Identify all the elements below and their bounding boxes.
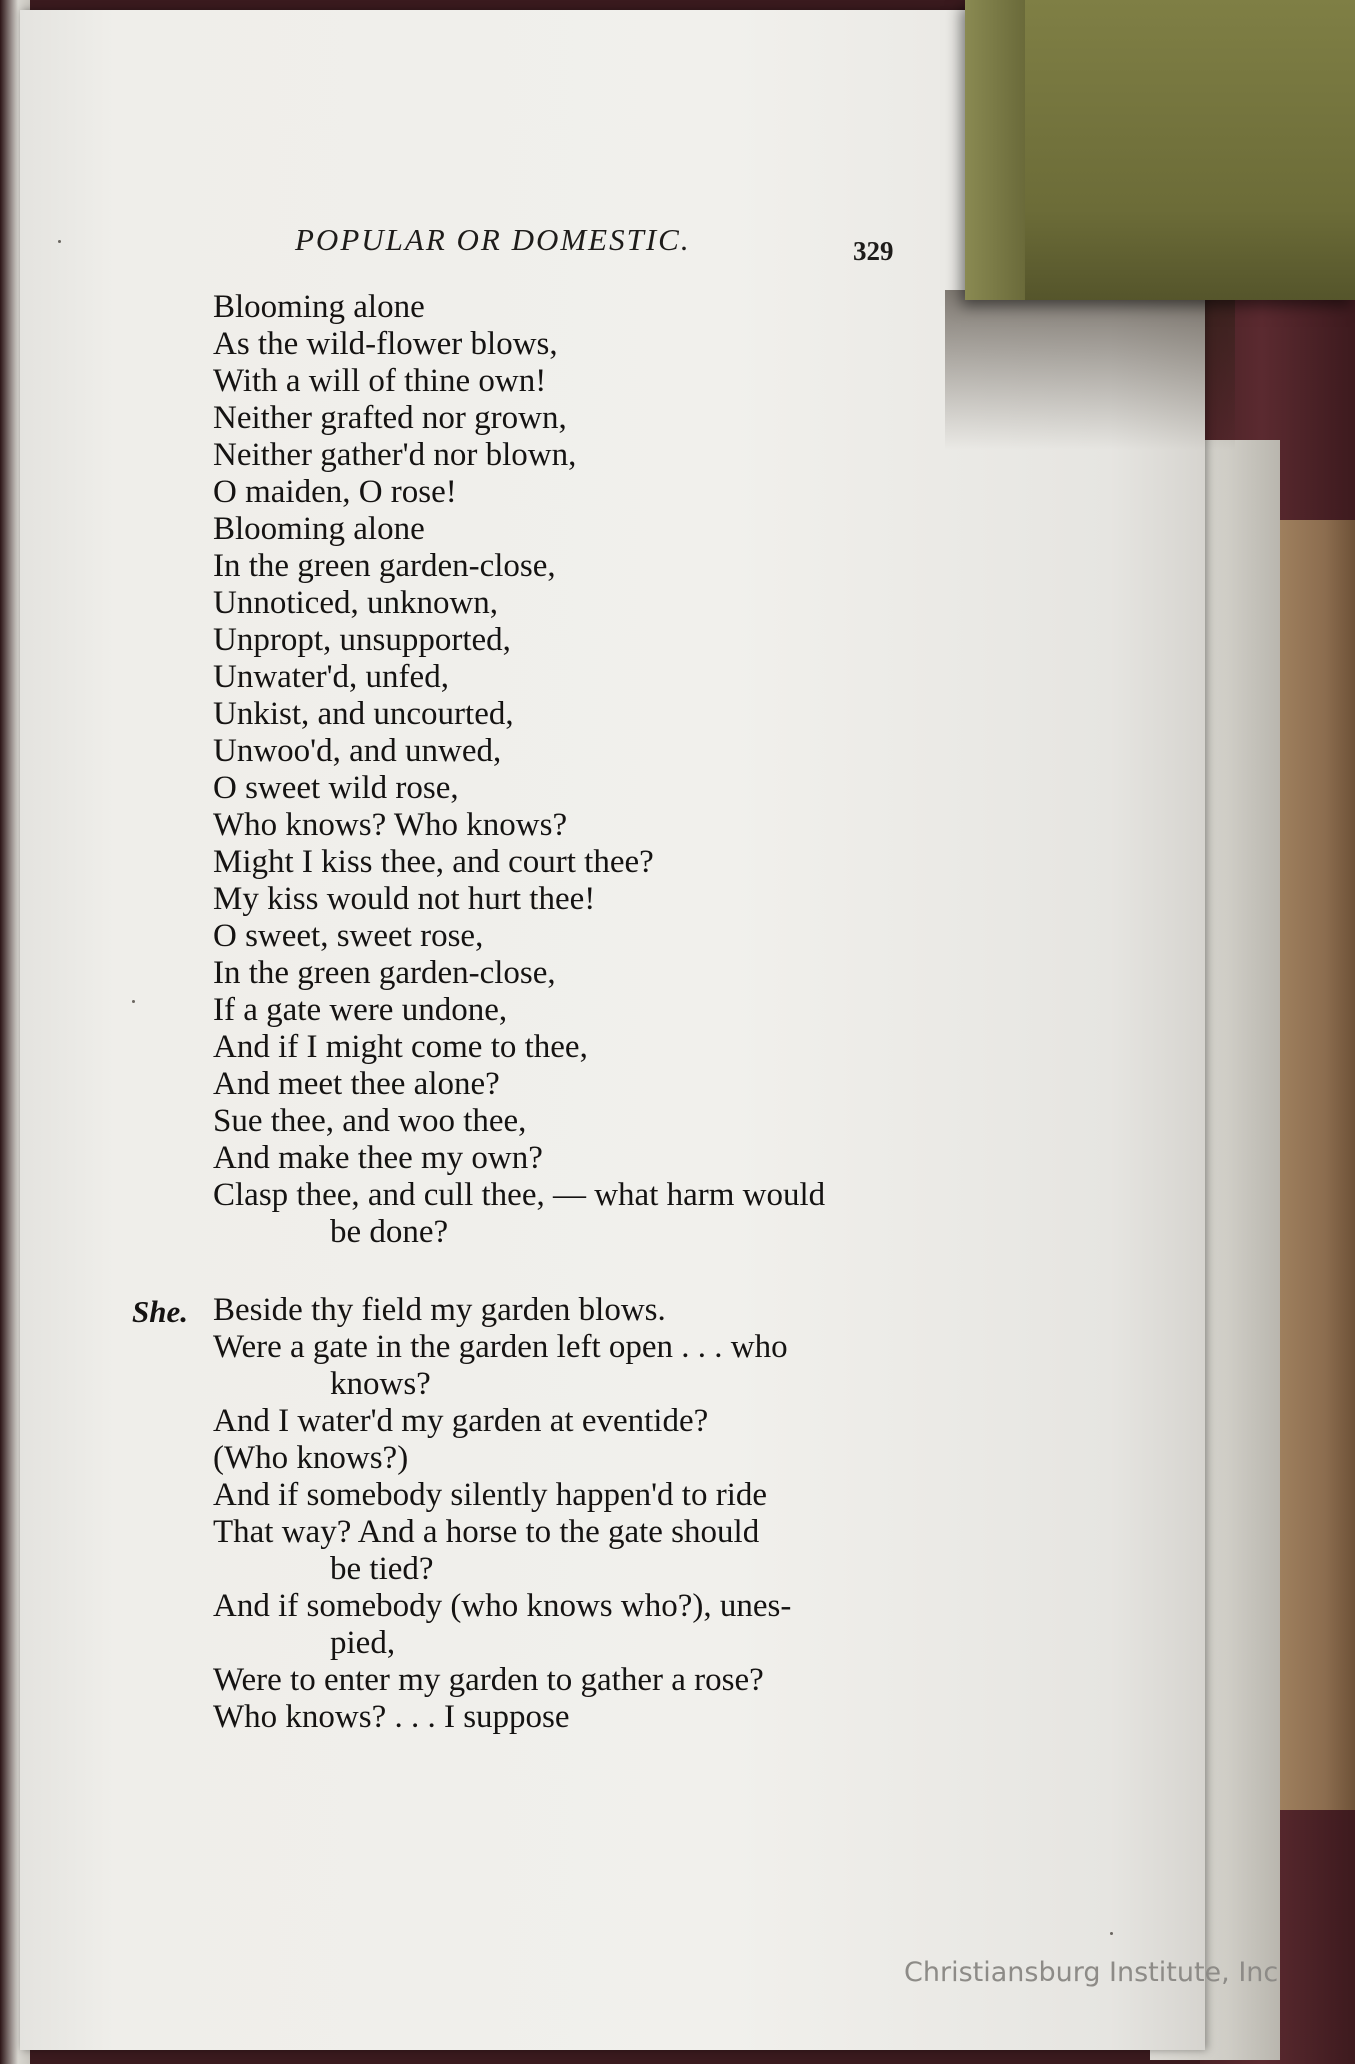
poem-line: Who knows? Who knows? — [213, 807, 568, 843]
poem-line: As the wild-flower blows, — [213, 326, 558, 362]
poem-line: And if somebody silently happen'd to ride — [213, 1477, 768, 1513]
poem-line: In the green garden-close, — [213, 955, 556, 991]
poem-line: And meet thee alone? — [213, 1066, 500, 1102]
poem-line: be done? — [330, 1214, 449, 1250]
poem-line: Unkist, and uncourted, — [213, 696, 514, 732]
watermark: Christiansburg Institute, Inc — [904, 1957, 1279, 1988]
poem-line: Unnoticed, unknown, — [213, 585, 499, 621]
poem-line: That way? And a horse to the gate should — [213, 1514, 760, 1550]
green-book-cover — [965, 0, 1355, 300]
poem-line: Neither grafted nor grown, — [213, 400, 567, 436]
poem-line: Blooming alone — [213, 511, 425, 547]
poem-line: Were to enter my garden to gather a rose? — [213, 1662, 764, 1698]
poem-line: knows? — [330, 1366, 431, 1402]
poem-line: O sweet, sweet rose, — [213, 918, 484, 954]
paper-speck — [132, 1000, 135, 1003]
poem-line: Neither gather'd nor blown, — [213, 437, 577, 473]
poem-line: With a will of thine own! — [213, 363, 547, 399]
poem-line: pied, — [330, 1625, 396, 1661]
poem-line: O maiden, O rose! — [213, 474, 457, 510]
poem-line: Unpropt, unsupported, — [213, 622, 511, 658]
poem-line: Beside thy field my garden blows. — [213, 1292, 666, 1328]
poem-line: Might I kiss thee, and court thee? — [213, 844, 654, 880]
poem-line: Were a gate in the garden left open . . . who — [213, 1329, 788, 1365]
poem-line: Unwoo'd, and unwed, — [213, 733, 502, 769]
page-number: 329 — [853, 236, 894, 266]
book-shadow — [945, 290, 1235, 450]
poem-line: Blooming alone — [213, 289, 425, 325]
speaker-label: She. — [132, 1294, 188, 1329]
poem-line: Who knows? . . . I suppose — [213, 1699, 570, 1735]
poem-line: O sweet wild rose, — [213, 770, 459, 806]
poem-line: And make thee my own? — [213, 1140, 543, 1176]
poem-line: And I water'd my garden at eventide? — [213, 1403, 709, 1439]
running-head: POPULAR OR DOMESTIC. — [295, 222, 691, 257]
paper-speck — [1110, 1932, 1113, 1935]
poem-line: In the green garden-close, — [213, 548, 556, 584]
poem-line: My kiss would not hurt thee! — [213, 881, 596, 917]
poem-line: Unwater'd, unfed, — [213, 659, 449, 695]
poem-line: be tied? — [330, 1551, 434, 1587]
paper-speck — [58, 240, 61, 243]
poem-line: If a gate were undone, — [213, 992, 508, 1028]
poem-line: Sue thee, and woo thee, — [213, 1103, 527, 1139]
poem-line: (Who knows?) — [213, 1440, 409, 1476]
poem-line: Clasp thee, and cull thee, — what harm would — [213, 1177, 826, 1213]
poem-line: And if somebody (who knows who?), unes- — [213, 1588, 792, 1624]
green-book-spine — [965, 0, 1025, 300]
poem-line: And if I might come to thee, — [213, 1029, 588, 1065]
